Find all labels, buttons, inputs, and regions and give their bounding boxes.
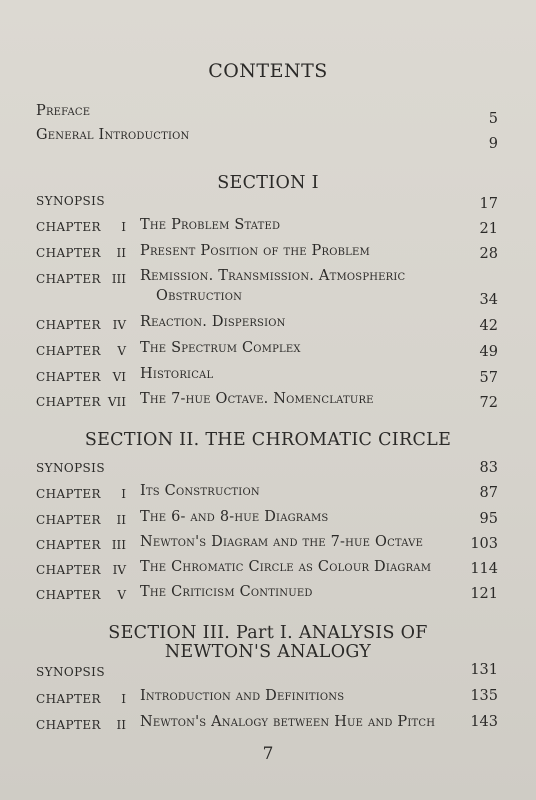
chapter-number: V [117, 344, 126, 358]
chapter-number: II [116, 513, 126, 527]
chapter-title: The Criticism Continued [140, 584, 313, 600]
chapter-number: VII [107, 395, 126, 409]
chapter-title: Historical [140, 366, 214, 382]
chapter-word: CHAPTER [36, 513, 101, 527]
chapter-word: CHAPTER [36, 220, 101, 234]
chapter-title: The Chromatic Circle as Colour Diagram [140, 559, 432, 575]
preface-page: 5 [488, 111, 498, 127]
chapter-page: 72 [479, 395, 498, 411]
chapter-word: CHAPTER [36, 272, 101, 286]
section-2-synopsis-page: 83 [479, 460, 498, 476]
section-1-heading: SECTION I [217, 173, 319, 193]
chapter-word: CHAPTER [36, 718, 101, 732]
chapter-page: 135 [470, 688, 498, 704]
chapter-word: CHAPTER [36, 370, 101, 384]
chapter-page: 28 [479, 246, 498, 262]
section-3-synopsis-label: SYNOPSIS [36, 665, 105, 679]
chapter-page: 34 [479, 292, 498, 308]
chapter-number: III [111, 538, 126, 552]
chapter-page: 95 [479, 511, 498, 527]
chapter-word: CHAPTER [36, 318, 101, 332]
section-2-synopsis-label: SYNOPSIS [36, 461, 105, 475]
preface-label: Preface [36, 103, 91, 119]
chapter-page: 114 [470, 561, 498, 577]
chapter-title: The Problem Stated [140, 217, 281, 233]
chapter-word: CHAPTER [36, 344, 101, 358]
chapter-title: Present Position of the Problem [140, 243, 370, 259]
chapter-number: I [121, 692, 126, 706]
chapter-page: 49 [479, 344, 498, 360]
chapter-number: II [116, 246, 126, 260]
chapter-title: The 7-hue Octave. Nomenclature [140, 391, 374, 407]
chapter-word: CHAPTER [36, 487, 101, 501]
chapter-page: 103 [470, 536, 498, 552]
chapter-page: 42 [479, 318, 498, 334]
chapter-word: CHAPTER [36, 538, 101, 552]
section-1-synopsis-label: SYNOPSIS [36, 194, 105, 208]
general-introduction-page: 9 [488, 136, 498, 152]
chapter-page: 121 [470, 586, 498, 602]
chapter-title: Introduction and Definitions [140, 688, 345, 704]
chapter-number: II [116, 718, 126, 732]
chapter-title: Newton's Analogy between Hue and Pitch [140, 714, 436, 730]
chapter-title-continued: Obstruction [156, 288, 243, 304]
chapter-title: Newton's Diagram and the 7-hue Octave [140, 534, 424, 550]
section-3-heading: SECTION III. Part I. ANALYSIS OF [108, 623, 428, 643]
contents-title: CONTENTS [208, 60, 328, 82]
chapter-word: CHAPTER [36, 246, 101, 260]
chapter-number: IV [112, 563, 126, 577]
chapter-page: 21 [479, 221, 498, 237]
chapter-word: CHAPTER [36, 692, 101, 706]
chapter-title: Remission. Transmission. Atmospheric [140, 268, 406, 284]
chapter-number: IV [112, 318, 126, 332]
section-3-subheading: NEWTON'S ANALOGY [164, 642, 372, 662]
section-1-synopsis-page: 17 [479, 196, 498, 212]
chapter-number: V [117, 588, 126, 602]
chapter-word: CHAPTER [36, 588, 101, 602]
chapter-number: VI [112, 370, 126, 384]
chapter-word: CHAPTER [36, 395, 101, 409]
chapter-title: The Spectrum Complex [140, 340, 301, 356]
chapter-word: CHAPTER [36, 563, 101, 577]
chapter-title: Reaction. Dispersion [140, 314, 286, 330]
chapter-number: I [121, 487, 126, 501]
chapter-page: 57 [479, 370, 498, 386]
chapter-page: 87 [479, 485, 498, 501]
chapter-number: III [111, 272, 126, 286]
section-3-synopsis-page: 131 [470, 662, 498, 678]
chapter-title: Its Construction [140, 483, 260, 499]
chapter-number: I [121, 220, 126, 234]
chapter-title: The 6- and 8-hue Diagrams [140, 509, 329, 525]
general-introduction-label: General Introduction [36, 127, 190, 143]
page-number: 7 [262, 744, 274, 764]
section-2-heading: SECTION II. THE CHROMATIC CIRCLE [84, 430, 452, 450]
chapter-page: 143 [470, 714, 498, 730]
